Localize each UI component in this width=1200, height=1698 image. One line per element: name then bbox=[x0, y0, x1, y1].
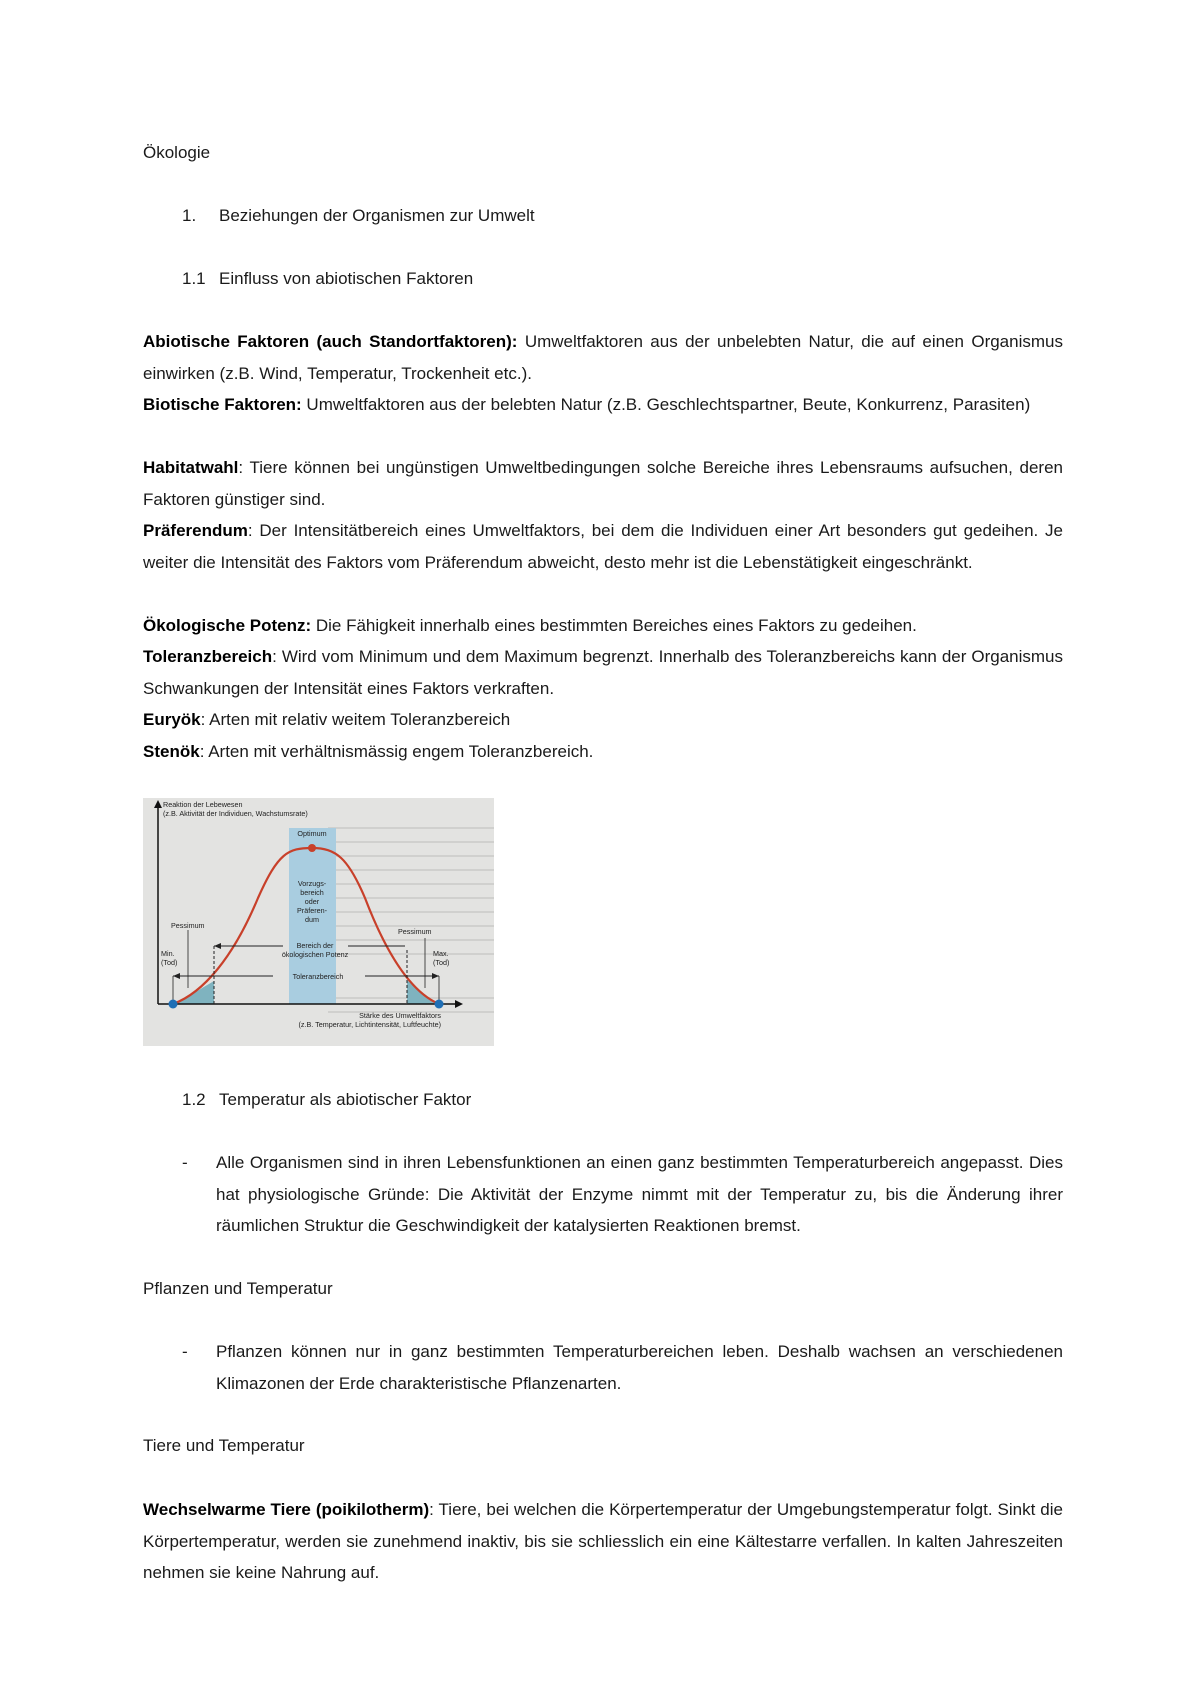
definition-text: : Arten mit verhältnismässig engem Toleranzbereich. bbox=[199, 742, 594, 761]
definition-habitatwahl bbox=[143, 452, 1063, 515]
subheading-plants: Pflanzen und Temperatur bbox=[143, 1279, 333, 1298]
bullet-dash: - bbox=[182, 1342, 188, 1361]
svg-text:(z.B. Aktivität der Individuen: (z.B. Aktivität der Individuen, Wachstumsrate) bbox=[163, 809, 308, 818]
svg-text:(Tod): (Tod) bbox=[433, 958, 450, 967]
svg-text:Optimum: Optimum bbox=[297, 829, 327, 838]
definition-text: : Arten mit relativ weitem Toleranzbereich bbox=[200, 710, 511, 729]
svg-text:Stärke des Umweltfaktors: Stärke des Umweltfaktors bbox=[359, 1011, 441, 1020]
bullet-enzymes bbox=[182, 1147, 1063, 1242]
heading-1-text: Beziehungen der Organismen zur Umwelt bbox=[219, 206, 535, 225]
definition-term: Biotische Faktoren: bbox=[143, 395, 302, 414]
subheading-animals: Tiere und Temperatur bbox=[143, 1436, 305, 1455]
definition-poikilotherm bbox=[143, 1494, 1063, 1589]
svg-text:(Tod): (Tod) bbox=[161, 958, 178, 967]
definition-term: Toleranzbereich bbox=[143, 647, 273, 666]
definition-praeferendum bbox=[143, 515, 1063, 578]
bullet-text: Pflanzen können nur in ganz bestimmten Temperaturbereichen leben. Deshalb wachsen an verschiedenen Klimazonen der Erde charakteristische Pflanzenarten. bbox=[216, 1342, 1063, 1393]
svg-text:dum: dum bbox=[305, 915, 319, 924]
svg-text:(z.B. Temperatur, Lichtintensi: (z.B. Temperatur, Lichtintensität, Luftfeuchte) bbox=[298, 1020, 441, 1029]
tolerance-curve-figure bbox=[143, 798, 494, 1046]
definition-biotic bbox=[143, 389, 1063, 421]
definition-toleranzbereich bbox=[143, 641, 1063, 704]
definition-term: Präferendum bbox=[143, 521, 248, 540]
heading-1-1-text: Einfluss von abiotischen Faktoren bbox=[219, 269, 474, 288]
heading-1-1 bbox=[182, 268, 473, 290]
definition-abiotic bbox=[143, 326, 1063, 389]
heading-1-2 bbox=[182, 1089, 471, 1111]
definition-term: Abiotische Faktoren (auch Standortfaktoren): bbox=[143, 332, 518, 351]
definition-term: Ökologische Potenz: bbox=[143, 616, 312, 635]
min-point bbox=[169, 1000, 178, 1009]
definition-term: Euryök bbox=[143, 710, 201, 729]
definition-text: Umweltfaktoren aus der belebten Natur (z.B. Geschlechtspartner, Beute, Konkurrenz, Parasiten) bbox=[301, 395, 1031, 414]
definition-text: Die Fähigkeit innerhalb eines bestimmten Bereiches eines Faktors zu gedeihen. bbox=[311, 616, 917, 635]
svg-text:Toleranzbereich: Toleranzbereich bbox=[292, 972, 344, 981]
max-point bbox=[435, 1000, 444, 1009]
svg-text:bereich: bereich bbox=[300, 888, 324, 897]
svg-text:Präferen-: Präferen- bbox=[297, 906, 327, 915]
definition-term: Habitatwahl bbox=[143, 458, 239, 477]
definition-euryoek bbox=[143, 704, 1063, 736]
heading-1-1-number: 1.1 bbox=[182, 269, 206, 288]
definition-text: : Der Intensitätbereich eines Umweltfaktors, bei dem die Individuen einer Art besonders gut gedeihen. Je weiter die Intensität des Faktors vom Präferendum abweicht, desto mehr ist die Lebenstätigkeit eingeschränkt. bbox=[143, 521, 1063, 572]
definition-text: : Tiere, bei welchen die Körpertemperatur der Umgebungstemperatur folgt. Sinkt die Körpertemperatur, werden sie zunehmend inaktiv, bis sie schliesslich ein eine Kältestarre verfallen. In kalten Jahreszeiten nehmen sie keine Nahrung auf. bbox=[143, 1500, 1063, 1583]
svg-text:Max.: Max. bbox=[433, 949, 449, 958]
bullet-dash: - bbox=[182, 1153, 188, 1172]
svg-text:Pessimum: Pessimum bbox=[171, 921, 205, 930]
heading-1-number: 1. bbox=[182, 206, 197, 225]
heading-1-2-text: Temperatur als abiotischer Faktor bbox=[219, 1090, 472, 1109]
definition-term: Wechselwarme Tiere (poikilotherm) bbox=[143, 1500, 430, 1519]
definition-text: Umweltfaktoren aus der unbelebten Natur, die auf einen Organismus einwirken (z.B. Wind, Temperatur, Trockenheit etc.). bbox=[143, 332, 1063, 383]
optimum-point bbox=[308, 844, 316, 852]
definition-text: : Tiere können bei ungünstigen Umweltbedingungen solche Bereiche ihres Lebensraums aufsuchen, deren Faktoren günstiger sind. bbox=[143, 458, 1063, 509]
heading-1 bbox=[182, 205, 535, 227]
svg-text:Pessimum: Pessimum bbox=[398, 927, 432, 936]
svg-text:Bereich der: Bereich der bbox=[296, 941, 334, 950]
svg-text:Min.: Min. bbox=[161, 949, 175, 958]
svg-text:oder: oder bbox=[304, 897, 320, 906]
definition-oekologische-potenz bbox=[143, 610, 1063, 642]
bullet-text: Alle Organismen sind in ihren Lebensfunktionen an einen ganz bestimmten Temperaturbereich angepasst. Dies hat physiologische Gründe: Die Aktivität der Enzyme nimmt mit der Temperatur zu, bis die Änderung ihrer räumlichen Struktur die Geschwindigkeit der katalysierten Reaktionen bremst. bbox=[216, 1153, 1063, 1236]
definition-stenoek bbox=[143, 736, 1063, 768]
definition-text: : Wird vom Minimum und dem Maximum begrenzt. Innerhalb des Toleranzbereichs kann der Organismus Schwankungen der Intensität eines Faktors verkraften. bbox=[143, 647, 1063, 698]
svg-text:Reaktion der Lebewesen: Reaktion der Lebewesen bbox=[163, 800, 243, 809]
svg-text:Vorzugs-: Vorzugs- bbox=[297, 879, 327, 888]
svg-text:ökologischen Potenz: ökologischen Potenz bbox=[281, 950, 349, 959]
definition-term: Stenök bbox=[143, 742, 200, 761]
heading-1-2-number: 1.2 bbox=[182, 1090, 206, 1109]
bullet-plants bbox=[182, 1336, 1063, 1399]
document-title: Ökologie bbox=[143, 143, 211, 162]
